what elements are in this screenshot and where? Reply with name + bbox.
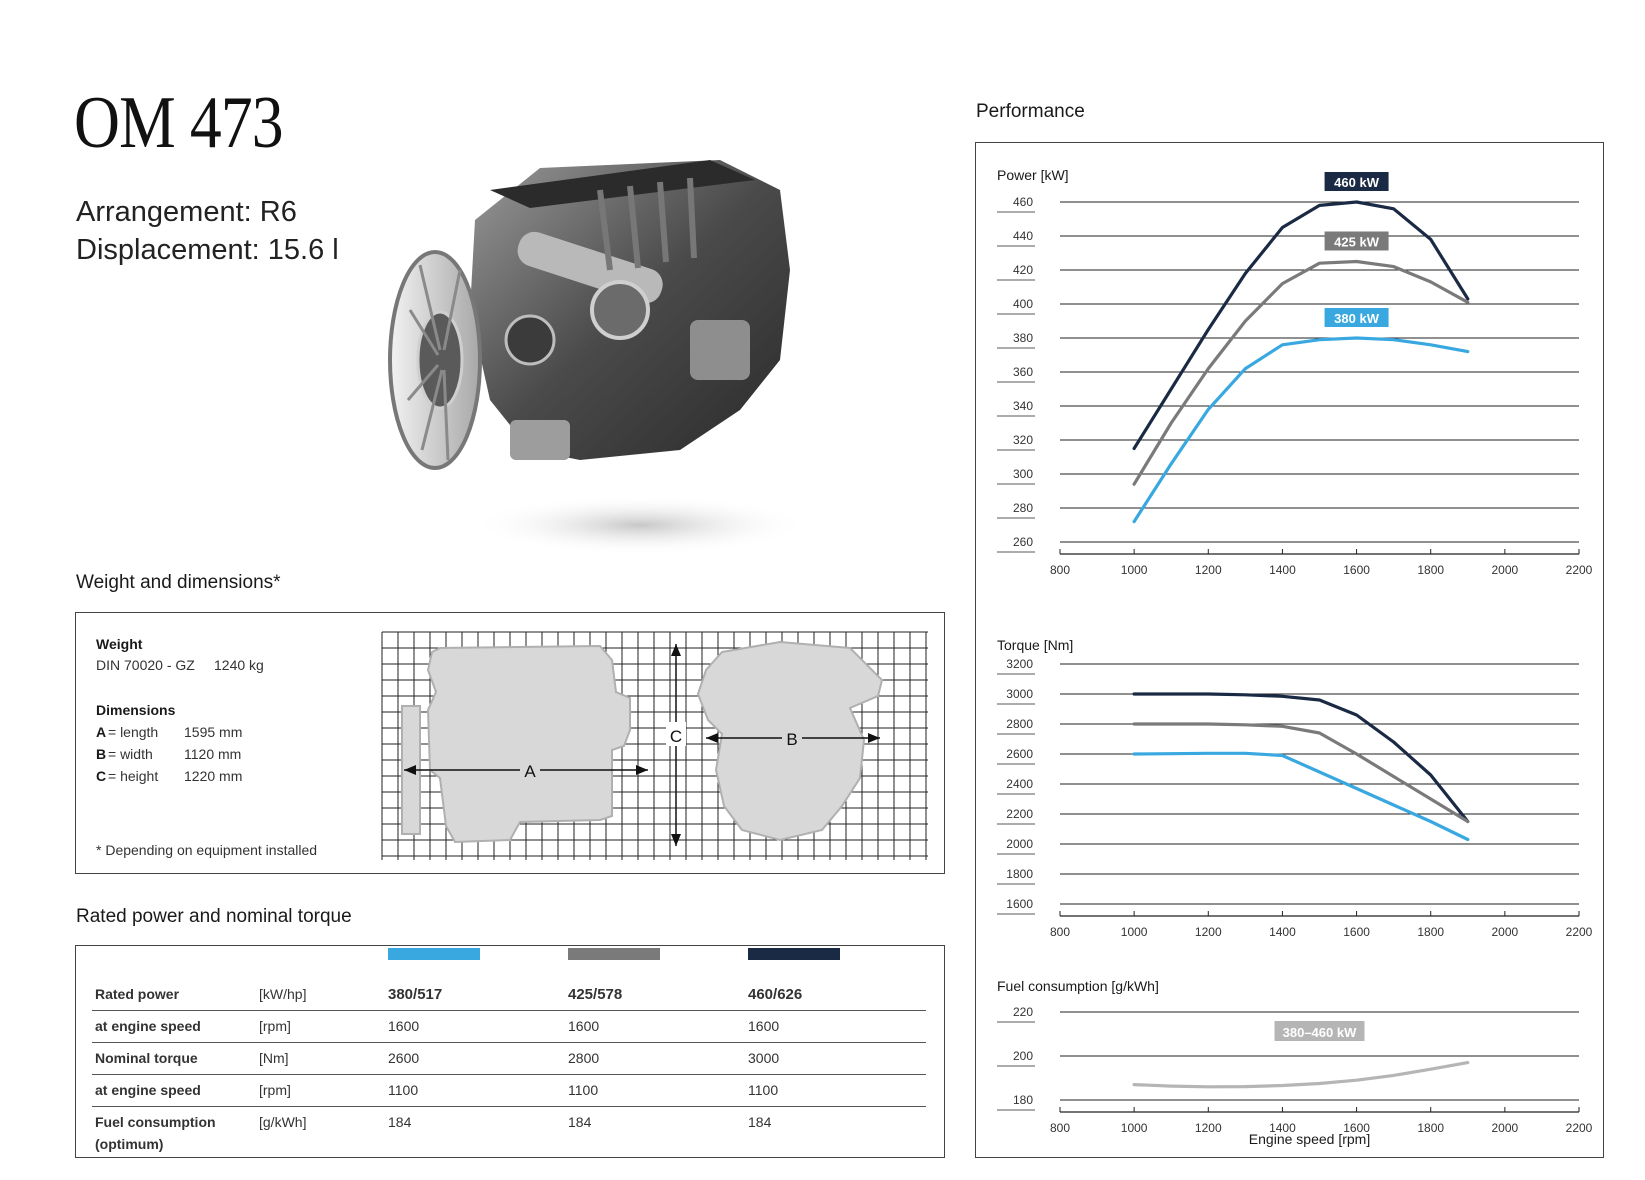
row-value: 1100 (388, 1082, 419, 1098)
x-tick-label: 1400 (1269, 563, 1296, 577)
dim-a-letter: A (96, 724, 107, 740)
x-tick-label: 1600 (1343, 1121, 1370, 1135)
x-tick-label: 1000 (1120, 563, 1148, 577)
arrangement-text: Arrangement: R6 (76, 196, 297, 228)
y-tick-label: 360 (1012, 365, 1033, 379)
x-tick-label: 2000 (1491, 925, 1519, 939)
dimension-diagram (380, 630, 930, 862)
dim-label-b: B (786, 730, 798, 749)
x-tick-label: 1600 (1343, 563, 1370, 577)
x-tick-label: 800 (1049, 1121, 1071, 1135)
rated-power-title: Rated power and nominal torque (76, 906, 352, 927)
y-tick-label: 380 (1012, 331, 1033, 345)
y-tick-label: 3200 (1006, 657, 1033, 671)
x-tick-label: 1800 (1417, 1121, 1445, 1135)
y-tick-label: 1600 (1006, 897, 1033, 911)
row-unit: [rpm] (259, 1082, 291, 1098)
x-tick-label: 1000 (1120, 1121, 1148, 1135)
performance-charts (975, 142, 1604, 1158)
series-label: 425 kW (1334, 234, 1379, 250)
x-tick-label: 2200 (1565, 563, 1593, 577)
y-tick-label: 460 (1012, 195, 1033, 209)
annotation-label: 380–460 kW (1282, 1025, 1357, 1040)
row-divider (92, 1074, 926, 1075)
y-tick-label: 2400 (1006, 777, 1033, 791)
row-value: 1600 (388, 1018, 420, 1034)
y-tick-label: 440 (1012, 229, 1033, 243)
engine-illustration (380, 150, 850, 570)
row-value: 184 (388, 1114, 412, 1130)
x-tick-label: 1400 (1269, 925, 1296, 939)
y-tick-label: 220 (1012, 1005, 1033, 1019)
row-value: 1100 (568, 1082, 599, 1098)
row-label: Fuel consumption (95, 1114, 216, 1130)
row-value: 2600 (388, 1050, 420, 1066)
series-line (1134, 694, 1468, 822)
row-divider (92, 1010, 926, 1011)
y-tick-label: 2000 (1006, 837, 1033, 851)
y-tick-label: 200 (1012, 1049, 1033, 1063)
x-tick-label: 1000 (1120, 925, 1148, 939)
y-tick-label: 320 (1012, 433, 1033, 447)
y-tick-label: 2600 (1006, 747, 1033, 761)
weight-label: Weight (96, 636, 143, 652)
series-line (1134, 262, 1468, 485)
x-tick-label: 2200 (1565, 925, 1593, 939)
row-value: 184 (748, 1114, 772, 1130)
dim-b-value: 1120 mm (184, 746, 242, 762)
row-value: 425/578 (568, 986, 623, 1003)
y-tick-label: 340 (1012, 399, 1033, 413)
dim-b-name: = width (108, 746, 153, 762)
swatch-425 (568, 948, 660, 960)
dim-a-name: = length (108, 724, 159, 740)
x-tick-label: 1200 (1194, 1121, 1222, 1135)
x-tick-label: 1600 (1343, 925, 1370, 939)
x-tick-label: 1200 (1194, 563, 1222, 577)
y-tick-label: 3000 (1006, 687, 1033, 701)
weight-dimensions-title: Weight and dimensions* (76, 572, 281, 593)
row-label: Nominal torque (95, 1050, 198, 1066)
row-divider (92, 1042, 926, 1043)
y-tick-label: 260 (1012, 535, 1033, 549)
row-unit: [rpm] (259, 1018, 291, 1034)
row-label-sub: (optimum) (95, 1136, 164, 1152)
x-axis-title: Engine speed [rpm] (1248, 1131, 1371, 1147)
row-unit: [kW/hp] (259, 986, 307, 1002)
dim-c-value: 1220 mm (184, 768, 243, 784)
chart-panel (997, 637, 1593, 939)
row-value: 1600 (748, 1018, 780, 1034)
swatch-380 (388, 948, 480, 960)
row-label: Rated power (95, 986, 180, 1002)
y-tick-label: 400 (1012, 297, 1033, 311)
series-label: 460 kW (1334, 175, 1379, 190)
x-tick-label: 1800 (1417, 925, 1445, 939)
y-tick-label: 2200 (1006, 807, 1033, 821)
x-tick-label: 1400 (1269, 1121, 1296, 1135)
row-value: 3000 (748, 1050, 780, 1066)
x-tick-label: 1800 (1417, 563, 1445, 577)
row-value: 1100 (748, 1082, 779, 1098)
row-divider (92, 1106, 926, 1107)
chart-panel (997, 167, 1593, 577)
dimensions-label: Dimensions (96, 702, 176, 718)
y-tick-label: 420 (1012, 263, 1033, 277)
row-value: 184 (568, 1114, 592, 1130)
series-line (1134, 1063, 1468, 1087)
row-value: 460/626 (748, 986, 803, 1003)
x-tick-label: 1200 (1194, 925, 1222, 939)
series-line (1134, 202, 1468, 449)
displacement-text: Displacement: 15.6 l (76, 234, 339, 266)
x-tick-label: 800 (1049, 925, 1071, 939)
chart-title: Fuel consumption [g/kWh] (997, 978, 1159, 994)
series-label: 380 kW (1334, 311, 1379, 326)
dim-a-value: 1595 mm (184, 724, 243, 740)
dim-label-a: A (524, 762, 536, 781)
y-tick-label: 280 (1012, 501, 1033, 515)
chart-title: Power [kW] (997, 167, 1069, 183)
engine-side-view (428, 646, 630, 842)
series-line (1134, 724, 1468, 822)
row-unit: [g/kWh] (259, 1114, 307, 1130)
chart-panel (997, 978, 1593, 1135)
weight-value: 1240 kg (214, 657, 264, 673)
dim-c-letter: C (96, 768, 107, 784)
row-value: 1600 (568, 1018, 600, 1034)
x-tick-label: 800 (1049, 563, 1071, 577)
y-tick-label: 300 (1012, 467, 1033, 481)
row-value: 2800 (568, 1050, 600, 1066)
x-tick-label: 2200 (1565, 1121, 1593, 1135)
x-tick-label: 2000 (1491, 1121, 1519, 1135)
page-title: OM 473 (74, 82, 283, 164)
row-unit: [Nm] (259, 1050, 289, 1066)
dim-c-name: = height (108, 768, 159, 784)
swatch-460 (748, 948, 840, 960)
series-line (1134, 753, 1468, 839)
y-tick-label: 1800 (1006, 867, 1033, 881)
performance-title: Performance (976, 101, 1085, 122)
y-tick-label: 180 (1012, 1093, 1033, 1107)
dim-b-letter: B (96, 746, 107, 762)
x-tick-label: 2000 (1491, 563, 1519, 577)
row-label: at engine speed (95, 1018, 201, 1034)
chart-title: Torque [Nm] (997, 637, 1074, 653)
row-label: at engine speed (95, 1082, 201, 1098)
row-value: 380/517 (388, 986, 443, 1003)
dimensions-footnote: * Depending on equipment installed (96, 842, 318, 858)
y-tick-label: 2800 (1006, 717, 1033, 731)
weight-standard: DIN 70020 - GZ (96, 657, 195, 673)
dim-label-c: C (669, 727, 683, 746)
